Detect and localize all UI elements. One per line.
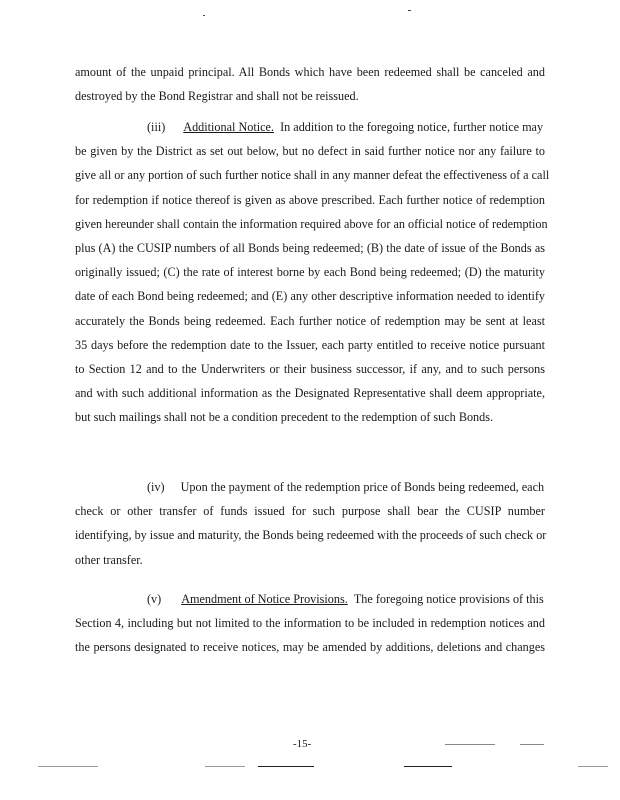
text-fragment: In addition to the foregoing notice, further notice may	[280, 120, 544, 134]
scan-speck	[205, 766, 245, 767]
text-line	[75, 115, 545, 139]
paragraph-cusip-payment	[75, 475, 545, 572]
text-line: identifying, by issue and maturity, the Bonds being redeemed with the proceeds of such check or	[75, 528, 547, 543]
scan-speck	[408, 10, 411, 11]
paragraph-label: (iii)	[147, 120, 166, 134]
paragraph-label: (iv)	[147, 480, 165, 494]
paragraph-amendment-notice	[75, 587, 545, 660]
text-line	[75, 587, 545, 611]
footer-rule	[258, 766, 314, 767]
text-line: accurately the Bonds being redeemed. Each further notice of redemption may be sent at least	[75, 313, 545, 328]
text-line: 35 days before the redemption date to the Issuer, each party entitled to receive notice pursuant	[75, 337, 545, 352]
text-line: be given by the District as set out below, but no defect in said further notice nor any failure to	[75, 144, 545, 159]
paragraph-label: (v)	[147, 592, 162, 606]
text-line: and with such additional information as the Designated Representative shall deem appropriate,	[75, 386, 545, 401]
scan-speck	[578, 766, 608, 767]
text-line	[75, 475, 545, 499]
scan-speck	[203, 15, 205, 16]
text-line: but such mailings shall not be a condition precedent to the redemption of such Bonds.	[75, 410, 494, 425]
text-fragment: The foregoing notice provisions of this	[353, 592, 544, 606]
text-fragment: Upon the payment of the redemption price of Bonds being redeemed, each	[180, 480, 545, 494]
text-line: amount of the unpaid principal. All Bonds which have been redeemed shall be canceled and	[75, 65, 545, 79]
scan-speck	[445, 744, 495, 745]
text-line: give all or any portion of such further notice shall in any manner defeat the effectiveness of a call	[75, 168, 550, 183]
text-line: given hereunder shall contain the information required above for an official notice of redemption	[75, 216, 548, 231]
text-line: destroyed by the Bond Registrar and shall not be reissued.	[75, 89, 359, 104]
paragraph-continuation	[75, 60, 545, 108]
text-line: check or other transfer of funds issued for such purpose shall bear the CUSIP number	[75, 504, 545, 519]
text-line: originally issued; (C) the rate of interest borne by each Bond being redeemed; (D) the maturity	[75, 265, 545, 280]
text-line: date of each Bond being redeemed; and (E) any other descriptive information needed to identify	[75, 289, 545, 304]
footer-rule	[404, 766, 452, 767]
text-line: other transfer.	[75, 552, 143, 567]
section-heading: Amendment of Notice Provisions.	[181, 592, 348, 606]
scan-speck	[38, 766, 98, 767]
text-line: for redemption if notice thereof is given as above prescribed. Each further notice of redemption	[75, 192, 545, 207]
scan-speck	[520, 744, 544, 745]
section-heading: Additional Notice.	[183, 120, 274, 134]
text-line: plus (A) the CUSIP numbers of all Bonds being redeemed; (B) the date of issue of the Bonds as	[75, 240, 545, 255]
text-line: Section 4, including but not limited to the information to be included in redemption notices and	[75, 616, 545, 631]
text-line: to Section 12 and to the Underwriters or their business successor, if any, and to such persons	[75, 361, 545, 376]
paragraph-additional-notice	[75, 115, 550, 429]
text-line: the persons designated to receive notices, may be amended by additions, deletions and changes	[75, 640, 545, 655]
page-number: -15-	[293, 738, 312, 750]
